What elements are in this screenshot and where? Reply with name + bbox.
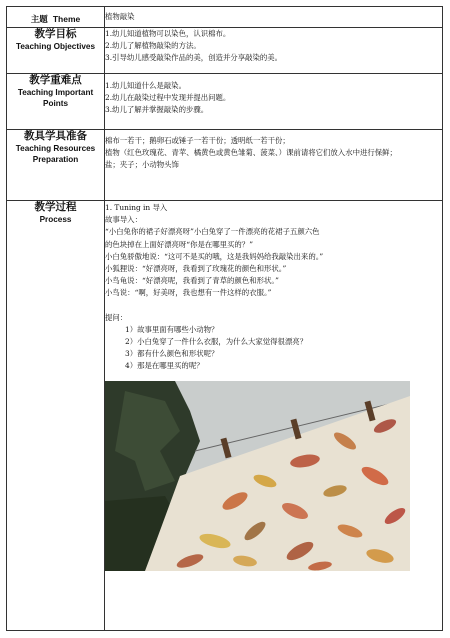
question-item: 2）小白兔穿了一件什么衣服，为什么大家觉得很漂亮？ (125, 337, 308, 347)
key-points-label-en-2: Points (42, 99, 69, 108)
resources-line: 棉布一若干；鹅卵石或锤子一若干份；透明纸一若干份； (105, 136, 290, 145)
key-points-label-en-1: Teaching Important (17, 88, 94, 97)
resources-label-en-2: Preparation (32, 155, 79, 164)
key-point-item: 1.幼儿知道什么是敲染。 (105, 81, 186, 90)
process-label-cn: 教学过程 (34, 201, 77, 213)
lesson-plan-table (6, 6, 443, 631)
question-item: 1）故事里面有哪些小动物？ (125, 324, 219, 334)
theme-value-cell (105, 7, 443, 28)
key-points-label-cn: 教学重难点 (29, 74, 82, 86)
story-label: 故事导入： (105, 215, 142, 225)
key-points-label (7, 74, 105, 130)
objectives-label-cn: 教学目标 (34, 28, 77, 40)
story-line: 小鸟龟说：“好漂亮呢，我看到了青草的颜色和形状。” (105, 276, 279, 286)
process-cell (105, 201, 443, 631)
photo-illustration (105, 381, 410, 571)
objectives-label-en: Teaching Objectives (15, 42, 96, 51)
objective-item: 1.幼儿知道植物可以染色，认识棉布。 (105, 29, 231, 38)
process-heading: 1. Tuning in 导入 (105, 203, 168, 212)
objective-item: 2.幼儿了解植物敲染的方法。 (105, 41, 201, 51)
story-line: “小白兔你的裙子好漂亮呀”小白兔穿了一件漂亮的花裙子五颜六色 (105, 227, 320, 237)
question-item: 3）都有什么颜色和形状呢？ (125, 349, 219, 359)
resources-label-cn: 教具学具准备 (24, 130, 87, 142)
theme-label (7, 7, 105, 28)
objectives-cell (105, 28, 443, 74)
process-row (7, 201, 443, 631)
resources-label-en-1: Teaching Resources (15, 144, 96, 153)
resources-row (7, 130, 443, 201)
key-point-item: 3.幼儿了解并掌握敲染的步骤。 (105, 105, 209, 115)
objectives-label (7, 28, 105, 74)
story-line: 的色块掉在上面好漂亮呀“你是在哪里买的？” (105, 239, 253, 249)
question-label: 提问： (105, 312, 128, 322)
key-points-cell (105, 74, 443, 130)
story-line: 小白兔骄傲地说：“这可不是买的哦，这是我妈妈给我敲染出来的。” (105, 251, 324, 261)
resources-label (7, 130, 105, 201)
story-line: 小鸟说：“啊，好美呀，我也想有一件这样的衣服。” (105, 288, 272, 298)
process-label-en: Process (39, 215, 72, 224)
objective-item: 3.引导幼儿感受敲染作品的美，创造并分享敲染的美。 (105, 53, 283, 63)
theme-label-cn: 主题 (30, 15, 48, 25)
key-point-item: 2.幼儿在敲染过程中发现并提出问题。 (105, 93, 231, 103)
story-line: 小狐狸说：“好漂亮呀，我看到了玫瑰花的颜色和形状。” (105, 264, 287, 274)
resources-line: 植物（红色玫瑰花、青苹、橘黄色或黄色雏菊、菠菜、）课前请将它们放入水中进行保鲜； (105, 148, 397, 158)
resources-line: 盐；夹子；小动物头饰 (105, 160, 179, 170)
process-label (7, 201, 105, 631)
leaf-print-fabric-photo (105, 381, 410, 571)
question-item: 4）那是在哪里买的呢？ (125, 361, 204, 371)
objectives-row (7, 28, 443, 74)
theme-label-en: Theme (52, 14, 81, 24)
theme-row (7, 7, 443, 28)
theme-value: 植物敲染 (105, 11, 135, 21)
key-points-row (7, 74, 443, 130)
resources-cell (105, 130, 443, 201)
